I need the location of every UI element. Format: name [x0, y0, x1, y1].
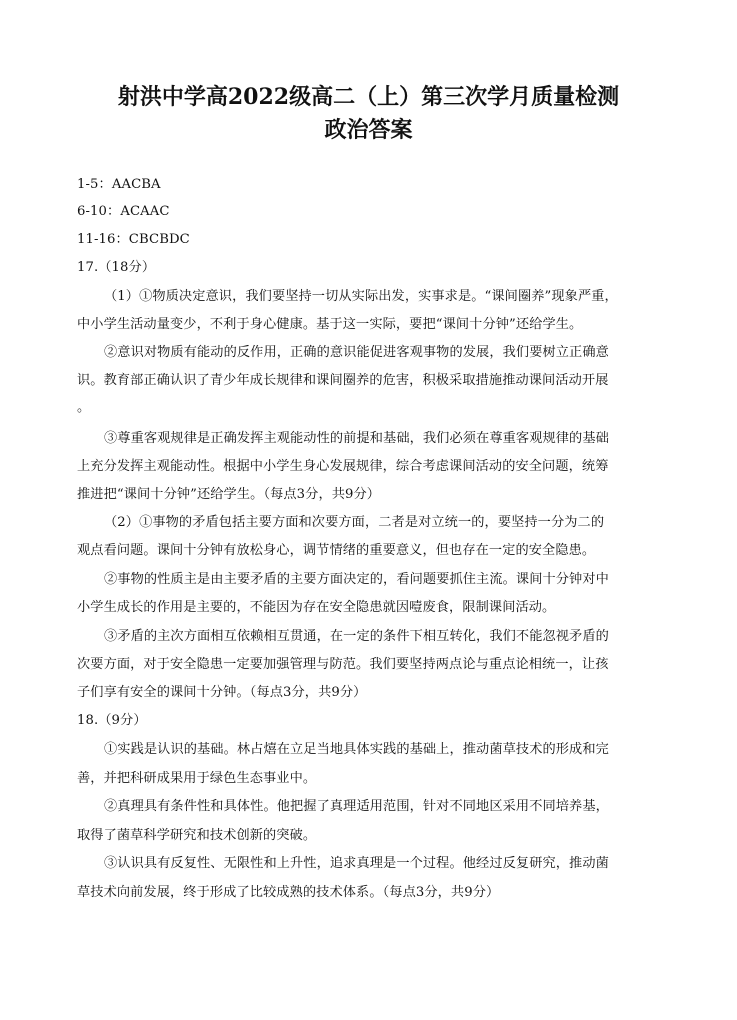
choice-answers-6-10: 6-10：ACAAC — [77, 204, 170, 219]
q17-part2-line: 小学生成长的作用是主要的，不能因为存在安全隐患就因噎废食，限制课间活动。 — [77, 600, 556, 615]
q17-heading: 17.（18分） — [77, 260, 156, 275]
q18-line: ②真理具有条件性和具体性。他把握了真理适用范围，针对不同地区采用不同培养基， — [104, 799, 609, 814]
q17-part1-line: 。 — [77, 400, 91, 415]
q17-part1-line: ②意识对物质有能动的反作用，正确的意识能促进客观事物的发展，我们要树立正确意 — [104, 345, 609, 360]
q18-heading: 18.（9分） — [77, 713, 147, 728]
q17-part2-line: 次要方面，对于安全隐患一定要加强管理与防范。我们要坚持两点论与重点论相统一，让孩 — [77, 657, 609, 672]
q17-part1-line: 识。教育部正确认识了青少年成长规律和课间圈养的危害，积极采取措施推动课间活动开展 — [77, 373, 609, 388]
choice-answers-11-16: 11-16：CBCBDC — [77, 232, 190, 247]
q17-part2-line: ②事物的性质主是由主要矛盾的主要方面决定的，看问题要抓住主流。课间十分钟对中 — [104, 572, 609, 587]
q18-line: 取得了菌草科学研究和技术创新的突破。 — [77, 828, 317, 843]
q17-part1-line: （1）①物质决定意识，我们要坚持一切从实际出发，实事求是。“课间圈养”现象严重， — [104, 289, 618, 304]
q18-line: 善，并把科研成果用于绿色生态事业中。 — [77, 771, 317, 786]
q17-part1-line: ③尊重客观规律是正确发挥主观能动性的前提和基础，我们必须在尊重客观规律的基础 — [104, 431, 609, 446]
choice-answers-1-5: 1-5：AACBA — [77, 177, 161, 192]
q17-part1-line: 中小学生活动量变少，不利于身心健康。基于这一实际，要把“课间十分钟”还给学生。 — [77, 317, 583, 332]
q17-part2-line: （2）①事物的矛盾包括主要方面和次要方面，二者是对立统一的，要坚持一分为二的 — [104, 515, 605, 530]
q18-line: ③认识具有反复性、无限性和上升性，追求真理是一个过程。他经过反复研究，推动菌 — [104, 856, 609, 871]
q17-part1-line: 上充分发挥主观能动性。根据中小学生身心发展规律，综合考虑课间活动的安全问题，统筹 — [77, 459, 609, 474]
page-title: 射洪中学高2022级高二（上）第三次学月质量检测 — [117, 84, 620, 110]
q18-line: ①实践是认识的基础。林占熺在立足当地具体实践的基础上，推动菌草技术的形成和完 — [104, 742, 609, 757]
q18-line: 草技术向前发展，终于形成了比较成熟的技术体系。（每点3分，共9分） — [77, 885, 500, 900]
q17-part2-line: 观点看问题。课间十分钟有放松身心，调节情绪的重要意义，但也存在一定的安全隐患。 — [77, 543, 596, 558]
q17-part1-line: 推进把“课间十分钟”还给学生。（每点3分，共9分） — [77, 487, 381, 502]
q17-part2-line: 子们享有安全的课间十分钟。（每点3分，共9分） — [77, 685, 367, 700]
page-subtitle: 政治答案 — [324, 117, 413, 143]
q17-part2-line: ③矛盾的主次方面相互依赖相互贯通，在一定的条件下相互转化，我们不能忽视矛盾的 — [104, 629, 609, 644]
